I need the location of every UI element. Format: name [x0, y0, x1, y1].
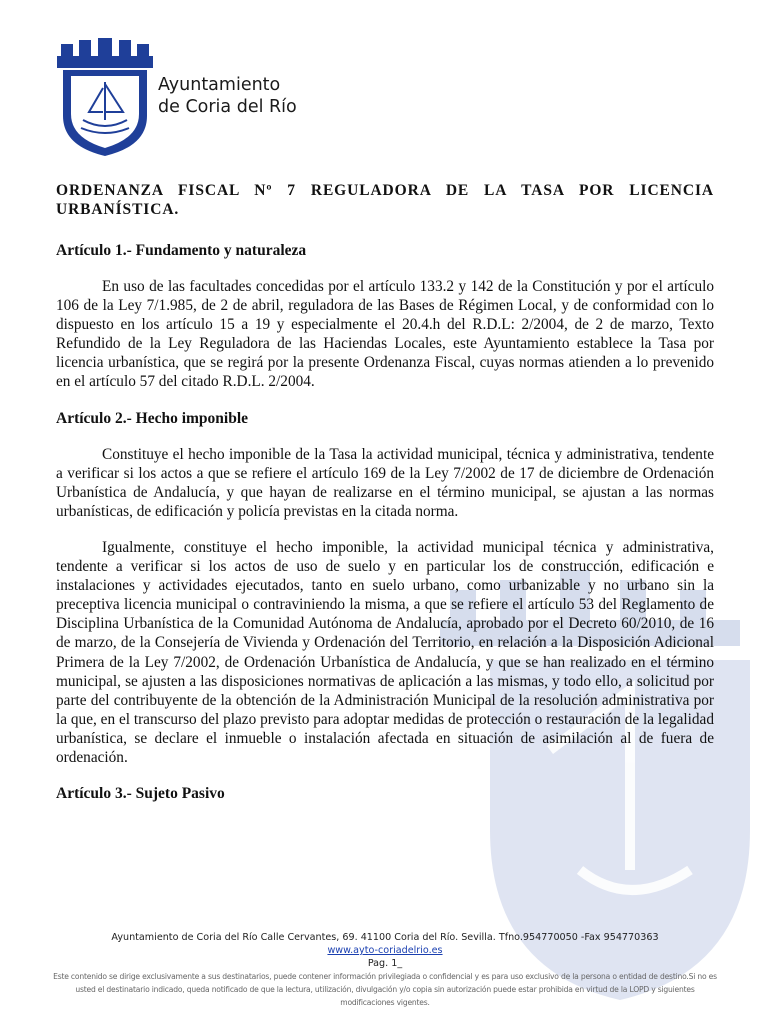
org-name-line1: Ayuntamiento	[158, 75, 281, 95]
section-heading: Artículo 2.- Hecho imponible	[56, 409, 249, 427]
footer-address: Ayuntamiento de Coria del Río Calle Cervantes, 69. 41100 Coria del Río. Sevilla. Tfno.954770050 -Fax 954770363	[111, 932, 659, 943]
document-body	[56, 181, 714, 820]
section-heading: Artículo 3.- Sujeto Pasivo	[56, 785, 225, 803]
section-heading: Artículo 1.- Fundamento y naturaleza	[56, 242, 307, 259]
footer-disclaimer: Este contenido se dirige exclusivamente a sus destinatarios, puede contener información privilegiada o confidencial y es para uso exclusivo de la persona o entidad de destino.Si no es usted el destinatario indicado, queda notificado de que la lectura, utilización, divulgación y/o copia sin autorización puede estar prohibida en virtud de la LOPD y siguientes modificaciones vigentes.	[53, 972, 717, 1007]
footer-website-link[interactable]: www.ayto-coriadelrio.es	[327, 945, 443, 956]
section-paragraph: Igualmente, constituye el hecho imponible, la actividad municipal técnica y administrativa, tendente a verificar si los actos de uso de suelo y en particular los de construcción, edificación e instalaciones y actividades ejecutados, tanto en suelo urbano, como urbanizable y no urbano sin la preceptiva licencia municipal o contraviniendo la misma, a que se refiere el artículo 53 del Reglamento de Disciplina Urbanística de la Comunidad Autónoma de Andalucía, aprobado por el Decreto 60/2010, de 16 de marzo, de la Consejería de Vivienda y Ordenación del Territorio, en relación a la Disposición Adicional Primera de la Ley 7/2002, de Ordenación Urbanística de Andalucía, y que se han realizado en el término municipal, se ajusten a las disposiciones normativas de aplicación a las mismas, y todo ello, a solicitud por parte del contribuyente de la obtención de la Administración Municipal de la resolución administrativa por la que, en el transcurso del plazo previsto para adoptar medidas de protección o restauración de la legalidad urbanística, se declare el inmueble o instalación afectada en situación de asimilación al de fuera de ordenación.	[56, 538, 714, 766]
section-paragraph: En uso de las facultades concedidas por el artículo 133.2 y 142 de la Constitución y por el artículo 106 de la Ley 7/1.985, de 2 de abril, reguladora de las Bases de Régimen Local, y de conformidad con lo dispuesto en los artículo 15 a 19 y especialmente el 20.4.h del R.D.L: 2/2004, de 2 de marzo, Texto Refundido de la Ley Reguladora de las Haciendas Locales, este Ayuntamiento establece la Tasa por licencia urbanística, que se regirá por la presente Ordenanza Fiscal, cuyas normas atienden a lo prevenido en el artículo 57 del citado R.D.L. 2/2004.	[56, 278, 714, 391]
footer-page-number: Pag. 1_	[367, 958, 403, 969]
org-name	[158, 74, 297, 118]
page-footer	[0, 931, 770, 970]
section-paragraph: Constituye el hecho imponible de la Tasa la actividad municipal, técnica y administrativa, tendente a verificar si los actos a que se refiere el artículo 169 de la Ley 7/2002 de 17 de diciembre de Ordenación Urbanística de Andalucía, y que hayan de realizarse en el término municipal, se ajustan a las normas urbanísticas, de edificación y policía previstas en la citada norma.	[56, 445, 714, 520]
document-title: ORDENANZA FISCAL Nº 7 REGULADORA DE LA TASA POR LICENCIA URBANÍSTICA.	[56, 182, 714, 218]
org-name-line2: de Coria del Río	[158, 97, 297, 117]
coat-of-arms-icon	[57, 38, 153, 156]
